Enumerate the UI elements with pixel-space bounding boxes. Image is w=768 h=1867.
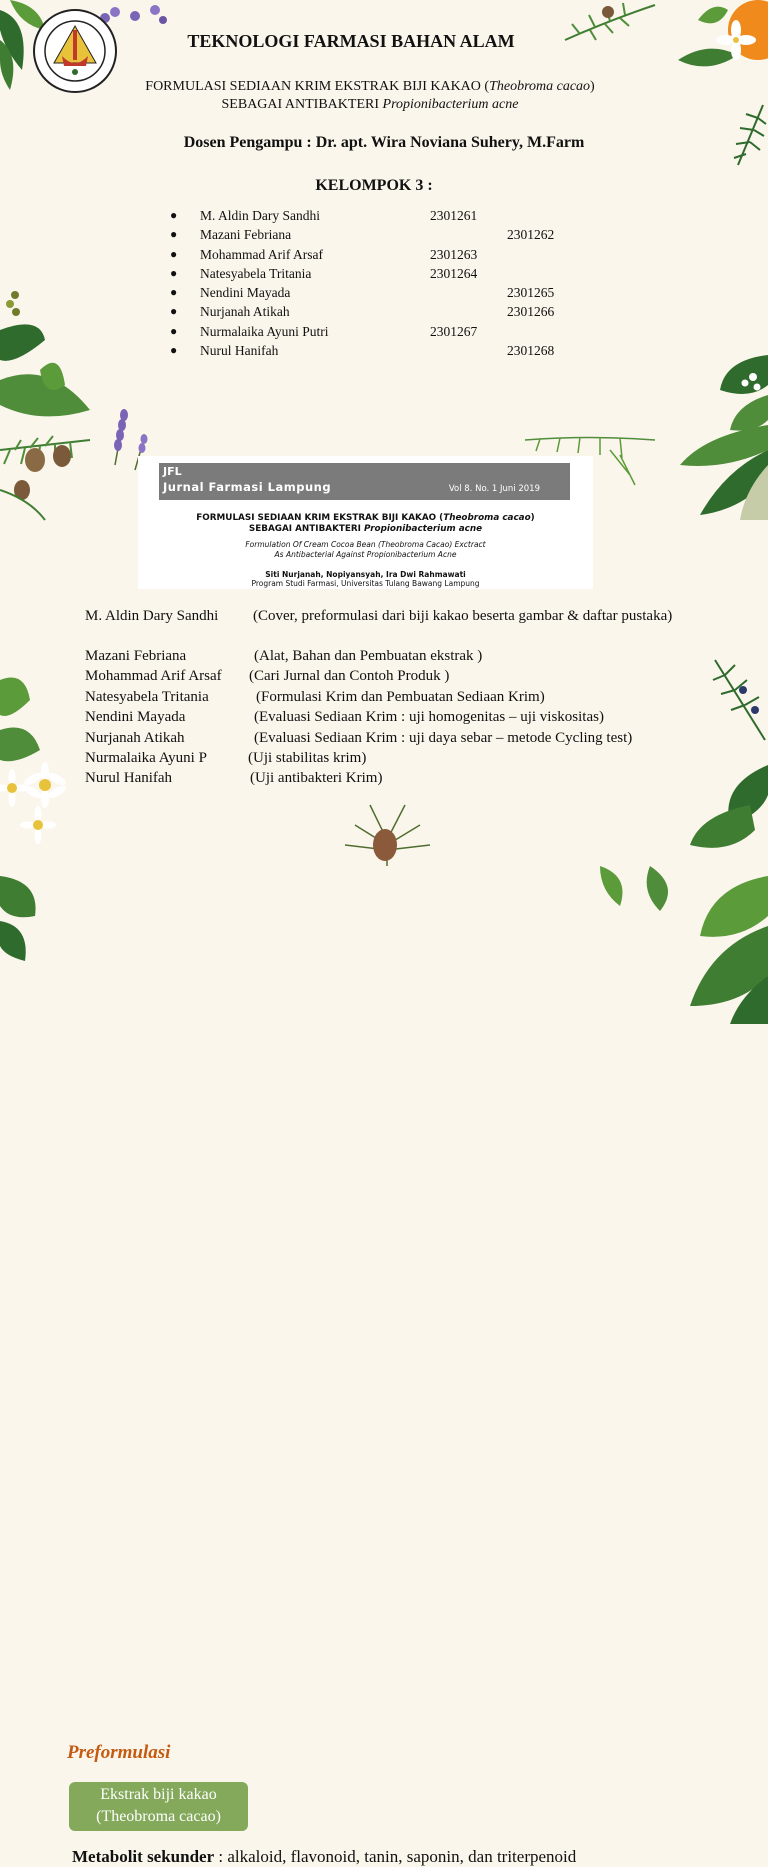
pinecone-decoration-left (0, 430, 90, 520)
bullet-icon: ● (170, 208, 178, 222)
cover-slide (0, 0, 768, 866)
page-title: TEKNOLOGI FARMASI BAHAN ALAM (187, 31, 515, 51)
journal-header-image (138, 456, 593, 589)
list-item: Nurjanah Atikah (Evaluasi Sediaan Krim : uji daya sebar – metode Cycling test) (85, 729, 633, 746)
member-list (170, 206, 590, 360)
leaf-decoration-bottom-right (590, 866, 768, 1024)
group-label: KELOMPOK 3 : (315, 177, 433, 194)
bullet-icon: ● (170, 343, 178, 358)
list-item: Nurul Hanifah (Uji antibakteri Krim) (85, 770, 383, 787)
presentation-subtitle (0, 78, 740, 114)
list-item: ● Nurmalaika Ayuni Putri 2301267 (170, 322, 590, 341)
list-item: Nurmalaika Ayuni P (Uji stabilitas krim) (85, 749, 367, 766)
journal-name: Jurnal Farmasi Lampung (163, 480, 332, 494)
extract-label-box: Ekstrak biji kakao (Theobroma cacao) (69, 1782, 248, 1831)
list-item: ● Mazani Febriana 2301262 (170, 225, 590, 244)
leaf-decoration-right-bottom (690, 765, 768, 865)
journal-abbr: JFL (163, 465, 182, 478)
chamomile-decoration (0, 660, 80, 860)
list-item: M. Aldin Dary Sandhi (Cover, preformulasi dari biji kakao beserta gambar & daftar pustaka) (85, 608, 673, 624)
pinecone-decoration-center (340, 800, 435, 866)
metabolit-line: Metabolit sekunder : alkaloid, flavonoid, tanin, saponin, dan triterpenoid (72, 1847, 577, 1866)
bullet-icon: ● (170, 246, 178, 261)
subtitle-line-1: FORMULASI SEDIAAN KRIM EKSTRAK BIJI KAKAO (Theobroma cacao) (145, 79, 595, 94)
lecturer-line: Dosen Pengampu : Dr. apt. Wira Noviana Suhery, M.Farm (183, 134, 585, 151)
list-item: ● M. Aldin Dary Sandhi 2301261 (170, 206, 590, 225)
journal-banner (159, 463, 570, 500)
list-item: Nendini Mayada (Evaluasi Sediaan Krim : uji homogenitas – uji viskositas) (85, 709, 604, 726)
preformulasi-slide (0, 866, 768, 1866)
leaf-decoration-bottom-left (0, 866, 50, 966)
bullet-icon: ● (170, 285, 178, 300)
section-heading: Preformulasi (67, 1742, 171, 1763)
list-item: ● Nurul Hanifah 2301268 (170, 341, 590, 360)
list-item: ● Nendini Mayada 2301265 (170, 283, 590, 302)
journal-article-title: FORMULASI SEDIAAN KRIM EKSTRAK BIJI KAKAO (Theobroma cacao) SEBAGAI ANTIBAKTERI Propionibacterium acne (196, 513, 535, 534)
journal-volume: Vol 8. No. 1 Juni 2019 (448, 484, 540, 494)
journal-english-title: Formulation Of Cream Cocoa Bean (Theobroma Cacao) Exctract As Antibacterial Against Propionibacterium Acne (245, 540, 486, 559)
bullet-icon: ● (170, 323, 178, 338)
bullet-icon: ● (170, 227, 178, 242)
bullet-icon: ● (170, 304, 178, 319)
task-list (85, 606, 695, 789)
list-item: ● Mohammad Arif Arsaf 2301263 (170, 245, 590, 264)
list-item: Mazani Febriana (Alat, Bahan dan Pembuatan ekstrak ) (85, 648, 483, 664)
list-item: ● Natesyabela Tritania 2301264 (170, 264, 590, 283)
bullet-icon: ● (170, 265, 178, 280)
list-item: Mohammad Arif Arsaf (Cari Jurnal dan Contoh Produk ) (85, 668, 450, 685)
list-item: ● Nurjanah Atikah 2301266 (170, 302, 590, 321)
list-item: Natesyabela Tritania (Formulasi Krim dan Pembuatan Sediaan Krim) (85, 688, 545, 705)
leaf-decoration-right-large (675, 420, 768, 520)
fern-decoration-right-lower (705, 650, 768, 755)
subtitle-line-2: SEBAGAI ANTIBAKTERI Propionibacterium acne (221, 97, 519, 112)
leaf-decoration-left-mid (0, 290, 95, 440)
journal-authors: Siti Nurjanah, Nopiyansyah, Ira Dwi Rahmawati Program Studi Farmasi, Universitas Tulang Bawang Lampung (251, 570, 480, 588)
